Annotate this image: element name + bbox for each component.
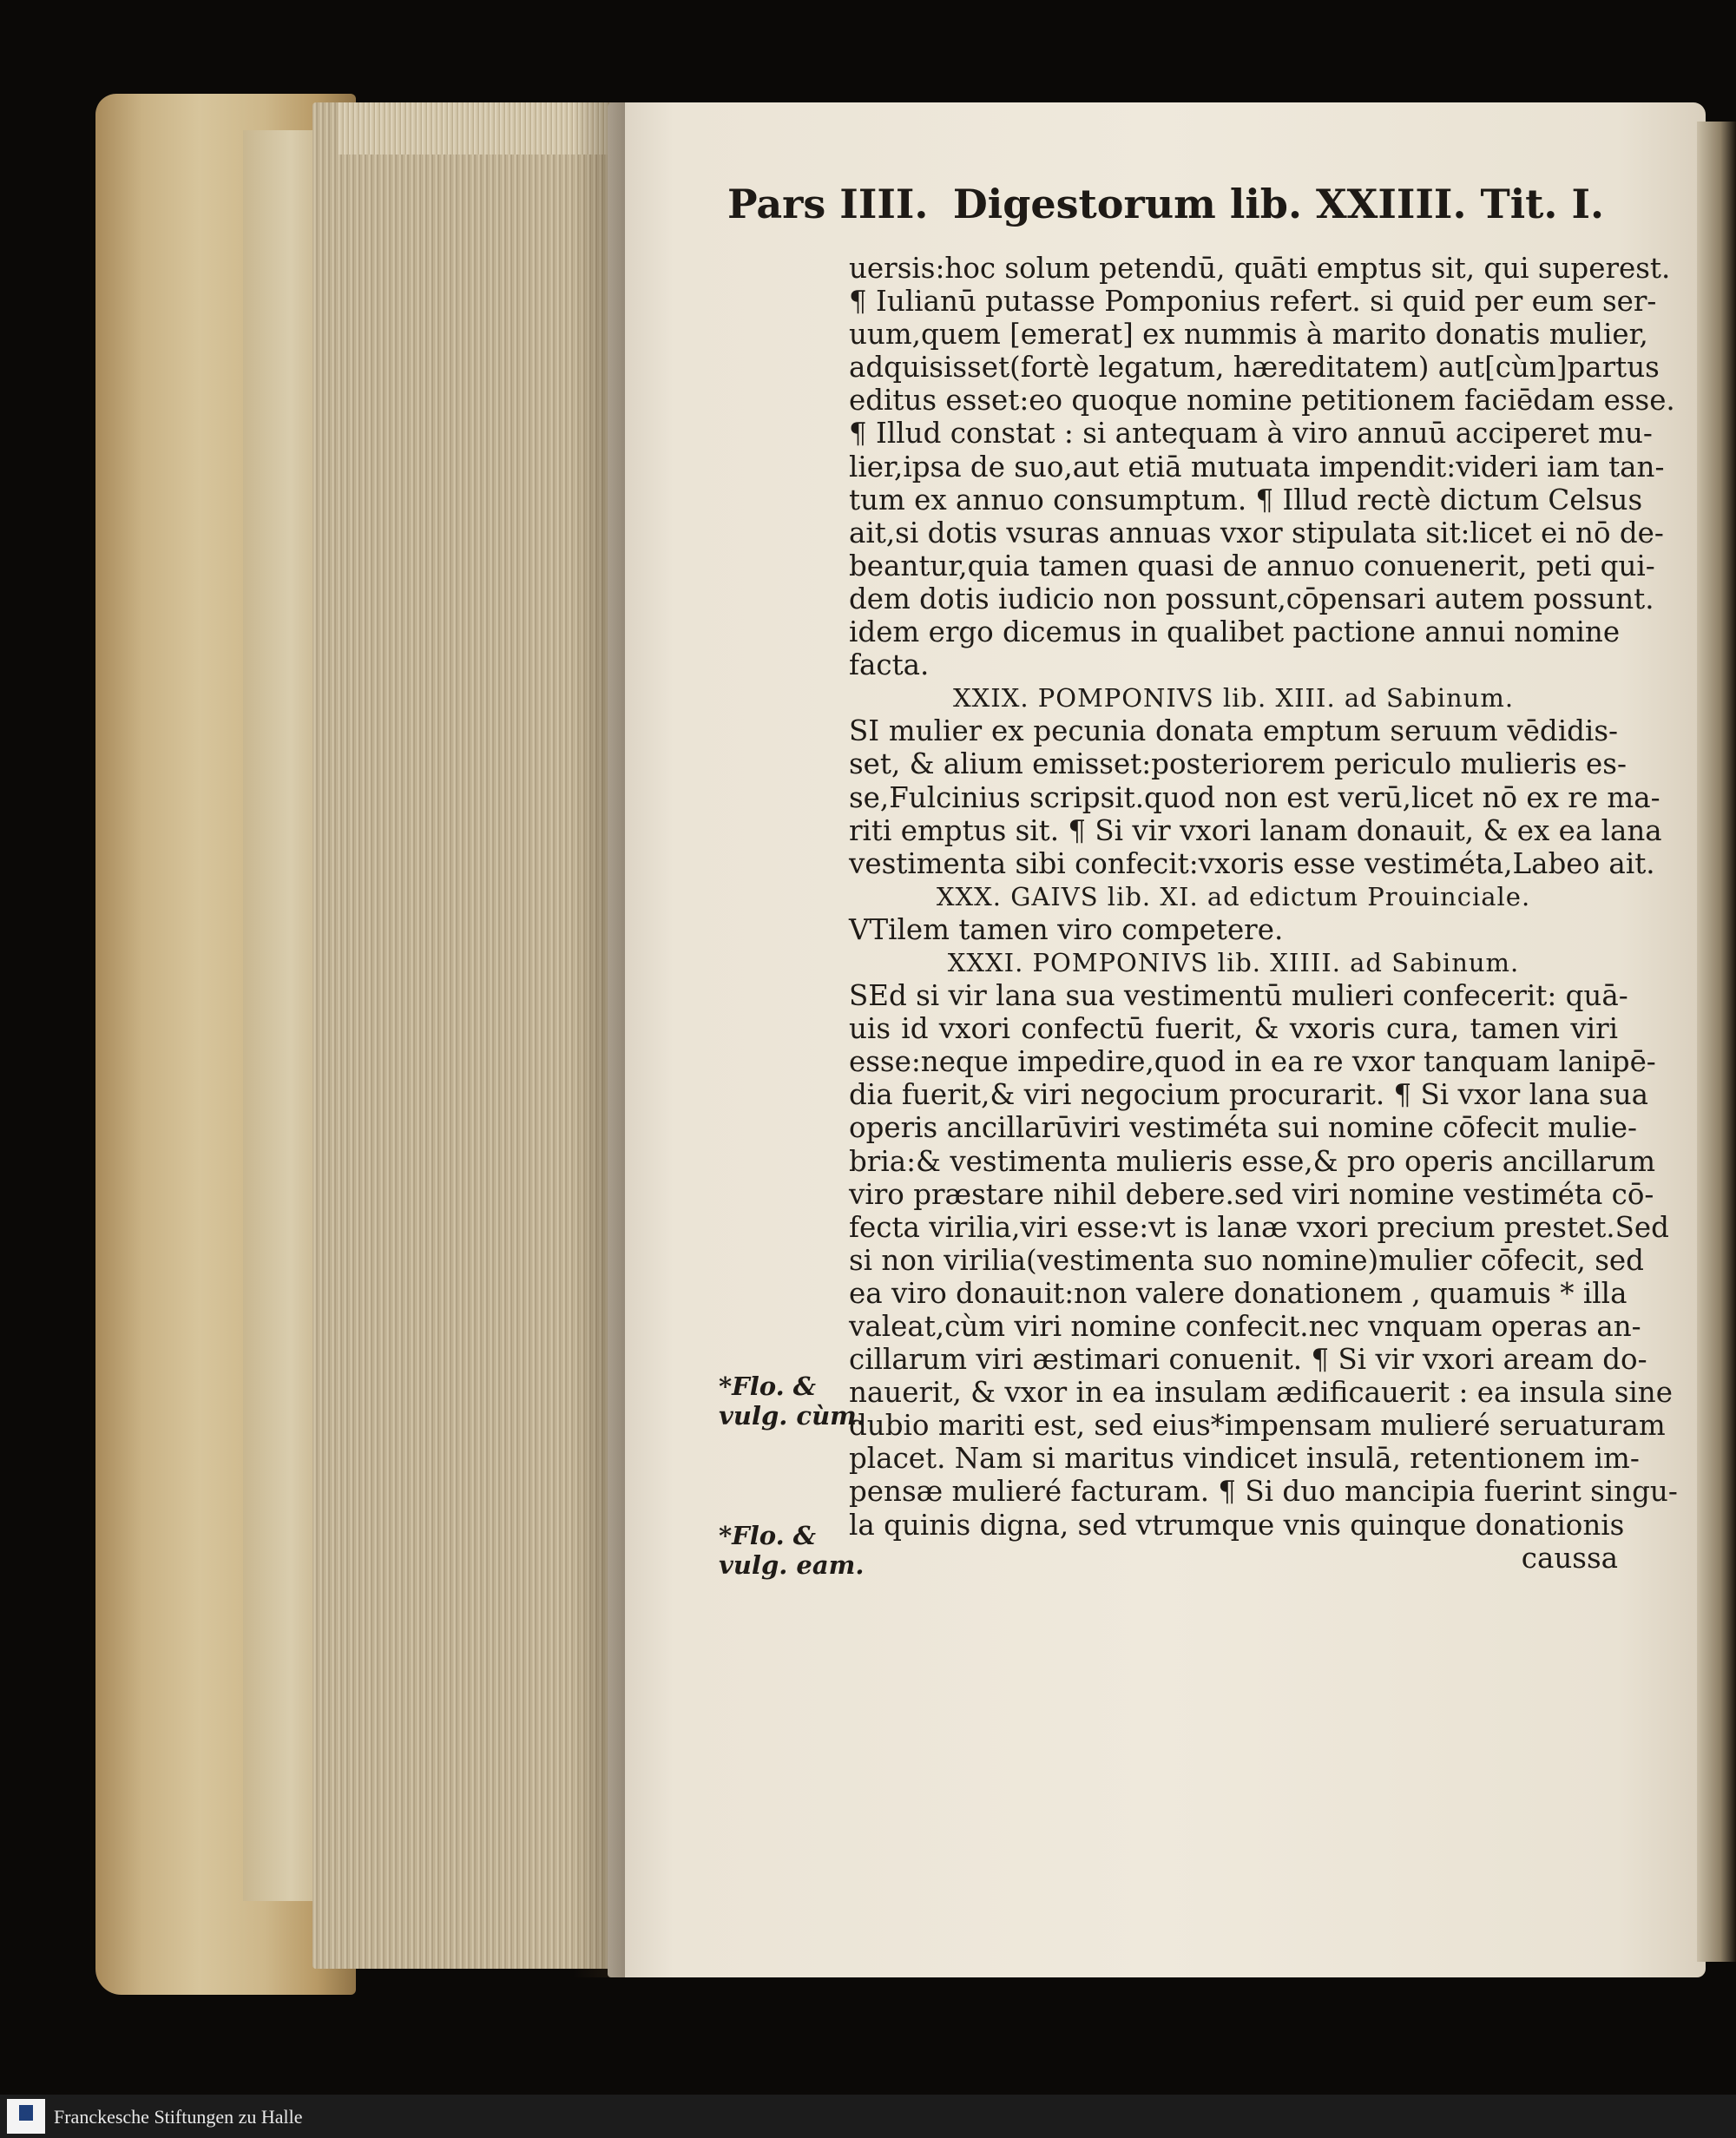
text-line: bria:& vestimenta mulieris esse,& pro operis ancillarum <box>849 1144 1656 1178</box>
text-line: nauerit, & vxor in ea insulam ædificauerit : ea insula sine <box>849 1376 1673 1410</box>
text-line: cillarum viri æstimari conuenit. ¶ Si vir vxori aream do- <box>849 1343 1647 1377</box>
page-edges <box>312 102 616 1969</box>
running-head <box>727 181 1604 238</box>
text-line: set, & alium emisset:posteriorem periculo mulieris es- <box>849 747 1627 781</box>
logo-mark <box>19 2105 33 2121</box>
text-line: tum ex annuo consumptum. ¶ Illud rectè dictum Celsus <box>849 483 1643 516</box>
footer-bar <box>0 2095 1736 2138</box>
text-line: lier,ipsa de suo,aut etiā mutuata impendit:videri iam tan- <box>849 450 1665 484</box>
margin-note-line: vulg. eam. <box>719 1550 865 1580</box>
text-line: la quinis digna, sed vtrumque vnis quinque donationis <box>849 1508 1625 1542</box>
text-line: ea viro donauit:non valere donationem , quamuis * illa <box>849 1276 1628 1310</box>
text-line: esse:neque impedire,quod in ea re vxor tanquam lanipē- <box>849 1045 1656 1079</box>
section-heading: XXIX. POMPONIVS lib. XIII. ad Sabinum. <box>952 683 1515 714</box>
text-line: SEd si vir lana sua vestimentū mulieri confecerit: quā- <box>849 979 1628 1013</box>
text-line: vestimenta sibi confecit:vxoris esse vestiméta,Labeo ait. <box>849 846 1655 880</box>
running-head-part: Pars IIII. <box>727 181 929 227</box>
body-text <box>849 252 1678 1575</box>
catchword: caussa <box>1521 1541 1618 1575</box>
text-line: pensæ mulieré facturam. ¶ Si duo mancipia fuerint singu- <box>849 1475 1678 1509</box>
text-line: uersis:hoc solum petendū, quāti emptus sit, qui superest. <box>849 252 1671 285</box>
text-line: placet. Nam si maritus vindicet insulā, retentionem im- <box>849 1442 1640 1476</box>
text-line: idem ergo dicemus in qualibet pactione annui nomine <box>849 615 1621 649</box>
institution-logo-icon <box>7 2099 45 2134</box>
text-line: SI mulier ex pecunia donata emptum seruum vēdidis- <box>849 714 1618 748</box>
margin-note-1 <box>719 1372 865 1431</box>
text-line: operis ancillarūviri vestiméta sui nomine cōfecit mulie- <box>849 1111 1637 1145</box>
text-line: dem dotis iudicio non possunt,cōpensari autem possunt. <box>849 582 1654 615</box>
margin-note-line: *Flo. & <box>719 1372 816 1401</box>
text-line: VTilem tamen viro competere. <box>849 912 1284 946</box>
text-line: ¶ Illud constat : si antequam à viro annuū acciperet mu- <box>849 417 1653 451</box>
text-line: fecta virilia,viri esse:vt is lanæ vxori precium prestet.Sed <box>849 1210 1669 1244</box>
margin-note-2 <box>719 1521 864 1580</box>
margin-note-line: vulg. cùm. <box>719 1401 865 1431</box>
text-line: se,Fulcinius scripsit.quod non est verū,licet nō ex re ma- <box>849 780 1660 814</box>
text-line: viro præstare nihil debere.sed viri nomine vestiméta cō- <box>849 1177 1654 1211</box>
text-line: valeat,cùm viri nomine confecit.nec vnquam operas an- <box>849 1310 1641 1343</box>
facing-page-edge <box>1697 122 1736 1962</box>
text-line: facta. <box>849 648 930 682</box>
text-line: dubio mariti est, sed eius*impensam mulieré seruaturam <box>849 1409 1666 1443</box>
gutter-shadow <box>573 102 625 1977</box>
text-line: ait,si dotis vsuras annuas vxor stipulata sit:licet ei nō de- <box>849 516 1664 549</box>
text-line: adquisisset(fortè legatum, hæreditatem) aut[cùm]partus <box>849 351 1660 385</box>
text-line: uum,quem [emerat] ex nummis à marito donatis mulier, <box>849 318 1648 352</box>
running-head-title: Digestorum lib. XXIIII. Tit. I. <box>952 181 1604 227</box>
margin-note-line: *Flo. & <box>719 1521 816 1550</box>
text-line: beantur,quia tamen quasi de annuo conuenerit, peti qui- <box>849 549 1655 582</box>
text-line: si non virilia(vestimenta suo nomine)mulier cōfecit, sed <box>849 1243 1644 1277</box>
text-line: editus esset:eo quoque nomine petitionem faciēdam esse. <box>849 384 1675 418</box>
text-line: uis id vxori confectū fuerit, & vxoris cura, tamen viri <box>849 1012 1618 1046</box>
text-line: dia fuerit,& viri negocium procurarit. ¶ Si vxor lana sua <box>849 1078 1649 1112</box>
footer-label: Franckesche Stiftungen zu Halle <box>54 2106 303 2128</box>
text-line: ¶ Iulianū putasse Pomponius refert. si quid per eum ser- <box>849 285 1657 319</box>
text-line: riti emptus sit. ¶ Si vir vxori lanam donauit, & ex ea lana <box>849 813 1662 847</box>
section-heading: XXX. GAIVS lib. XI. ad edictum Prouinciale. <box>936 881 1531 911</box>
section-heading: XXXI. POMPONIVS lib. XIIII. ad Sabinum. <box>947 947 1520 977</box>
